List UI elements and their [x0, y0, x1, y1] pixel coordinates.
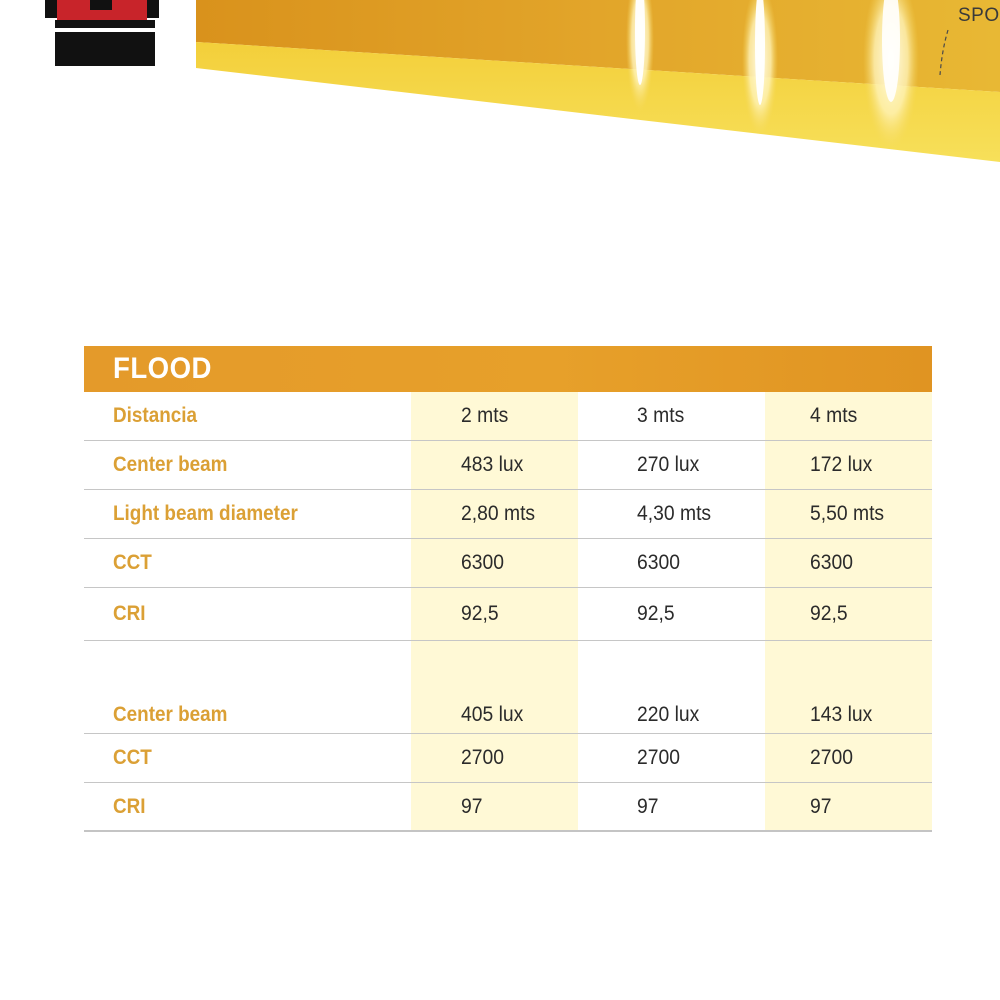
- table-cell: 3 mts: [637, 404, 685, 427]
- table-cell: 6300: [810, 551, 853, 574]
- table-row: [84, 588, 932, 641]
- light-fixture-icon: [45, 0, 159, 66]
- table-row: [84, 490, 932, 539]
- table-cell: 5,50 mts: [810, 502, 885, 525]
- spot-label: SPO: [958, 5, 1000, 26]
- table-cell: 97: [810, 794, 832, 818]
- flood-table: [84, 346, 932, 832]
- table-cell: 270 lux: [637, 453, 700, 476]
- table-cell: 92,5: [461, 602, 499, 625]
- table-cell: 97: [637, 794, 659, 818]
- table-row: [84, 441, 932, 490]
- table-row: [84, 734, 932, 783]
- table-cell: 2700: [637, 746, 680, 769]
- table-cell: 143 lux: [810, 703, 873, 726]
- table-row: [84, 783, 932, 832]
- row-label: CCT: [113, 746, 152, 769]
- table-cell: 2700: [810, 746, 853, 769]
- table-header: [84, 346, 932, 392]
- table-row: [84, 539, 932, 588]
- table-cell: 172 lux: [810, 453, 873, 476]
- table-body: [84, 392, 932, 832]
- table-cell: 483 lux: [461, 453, 524, 476]
- table-cell: 92,5: [810, 602, 848, 625]
- table-cell: 6300: [637, 551, 680, 574]
- row-label: Distancia: [113, 404, 198, 427]
- table-cell: 97: [461, 794, 483, 818]
- row-label: CRI: [113, 794, 146, 818]
- table-cell: 92,5: [637, 602, 675, 625]
- table-cell: 6300: [461, 551, 504, 574]
- table-row: [84, 641, 932, 734]
- banner-illustration: [0, 0, 1000, 170]
- table-cell: 2700: [461, 746, 504, 769]
- row-label: Center beam: [113, 453, 228, 476]
- table-title: FLOOD: [113, 352, 212, 385]
- row-label: CCT: [113, 551, 152, 574]
- table-cell: 4,30 mts: [637, 502, 712, 525]
- table-cell: 4 mts: [810, 404, 858, 427]
- table-cell: 2,80 mts: [461, 502, 536, 525]
- row-label: Light beam diameter: [113, 502, 298, 525]
- table-row: [84, 392, 932, 441]
- row-label: CRI: [113, 602, 146, 625]
- table-cell: 220 lux: [637, 703, 700, 726]
- row-label: Center beam: [113, 703, 228, 726]
- table-cell: 2 mts: [461, 404, 509, 427]
- table-cell: 405 lux: [461, 703, 524, 726]
